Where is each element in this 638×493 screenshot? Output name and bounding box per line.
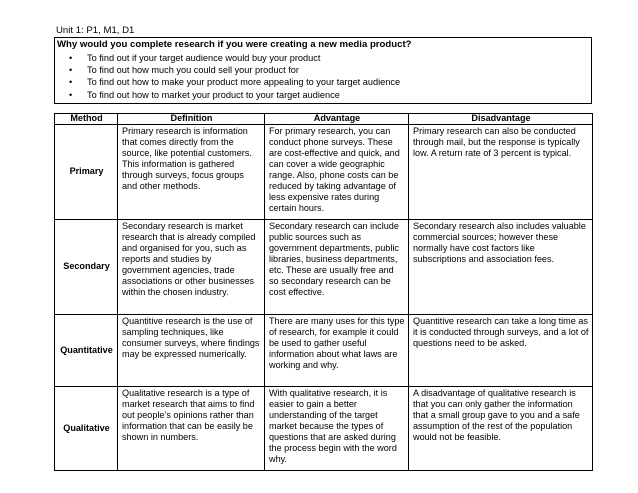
method-cell: Quantitative (55, 314, 118, 386)
header-definition: Definition (118, 113, 265, 124)
list-item (57, 76, 589, 88)
list-item-text: To find out if your target audience would buy your product (87, 53, 321, 63)
document (54, 25, 592, 471)
question-box (54, 37, 592, 104)
table-row (55, 386, 593, 470)
table-row (55, 124, 593, 219)
header-method: Method (55, 113, 118, 124)
definition-cell: Secondary research is market research that is already compiled and organised for you, such as reports and studies by government agencies, trade associations or other businesses within the chosen industry. (118, 219, 265, 314)
unit-heading: Unit 1: P1, M1, D1 (56, 25, 135, 36)
list-item (57, 89, 589, 101)
disadvantage-cell: A disadvantage of qualitative research is that you can only gather the information that a small group gave to you and a safe assumption of the rest of the population would not be feasible. (409, 386, 593, 470)
header-advantage: Advantage (265, 113, 409, 124)
table-row (55, 219, 593, 314)
method-cell: Primary (55, 124, 118, 219)
table-header-row (55, 113, 593, 124)
method-cell: Secondary (55, 219, 118, 314)
bullet-icon: • (69, 53, 73, 63)
bullet-icon: • (69, 77, 73, 88)
question-text: Why would you complete research if you were creating a new media product? (57, 39, 412, 50)
advantage-cell: There are many uses for this type of research, for example it could be used to gather useful information about what laws are working and why. (265, 314, 409, 386)
list-item (57, 64, 589, 76)
definition-cell: Quantitive research is the use of sampling techniques, like consumer surveys, where findings may be expressed numerically. (118, 314, 265, 386)
disadvantage-cell: Quantitive research can take a long time as it is conducted through surveys, and a lot of questions need to be asked. (409, 314, 593, 386)
advantage-cell: With qualitative research, it is easier to gain a better understanding of the target market because the types of questions that are asked during the process begin with the word why. (265, 386, 409, 470)
advantage-cell: For primary research, you can conduct phone surveys. These are cost-effective and quick, and can cover a wide geographic range. Also, phone costs can be reduced by taking advantage of less expensive rates during certain hours. (265, 124, 409, 219)
advantage-cell: Secondary research can include public sources such as government departments, public libraries, business departments, etc. These are usually free and so secondary research can be cost effective. (265, 219, 409, 314)
definition-cell: Qualitative research is a type of market research that aims to find out people’s opinions rather than information that can be easily be shown in numbers. (118, 386, 265, 470)
list-item-text: To find out how to make your product more appealing to your target audience (87, 77, 401, 88)
table-row (55, 314, 593, 386)
list-item-text: To find out how to market your product to your target audience (87, 89, 340, 100)
bullet-icon: • (69, 65, 73, 76)
definition-cell: Primary research is information that comes directly from the source, like potential customers. This information is gathered through surveys, focus groups and other methods. (118, 124, 265, 219)
disadvantage-cell: Primary research can also be conducted through mail, but the response is typically low. A return rate of 3 percent is typical. (409, 124, 593, 219)
disadvantage-cell: Secondary research also includes valuable commercial sources; however these normally have cost factors like subscriptions and association fees. (409, 219, 593, 314)
research-methods-table (54, 113, 593, 471)
reasons-list (57, 52, 589, 101)
method-cell: Qualitative (55, 386, 118, 470)
list-item (57, 52, 589, 64)
header-disadvantage: Disadvantage (409, 113, 593, 124)
list-item-text: To find out how much you could sell your product for (87, 65, 299, 76)
bullet-icon: • (69, 89, 73, 100)
